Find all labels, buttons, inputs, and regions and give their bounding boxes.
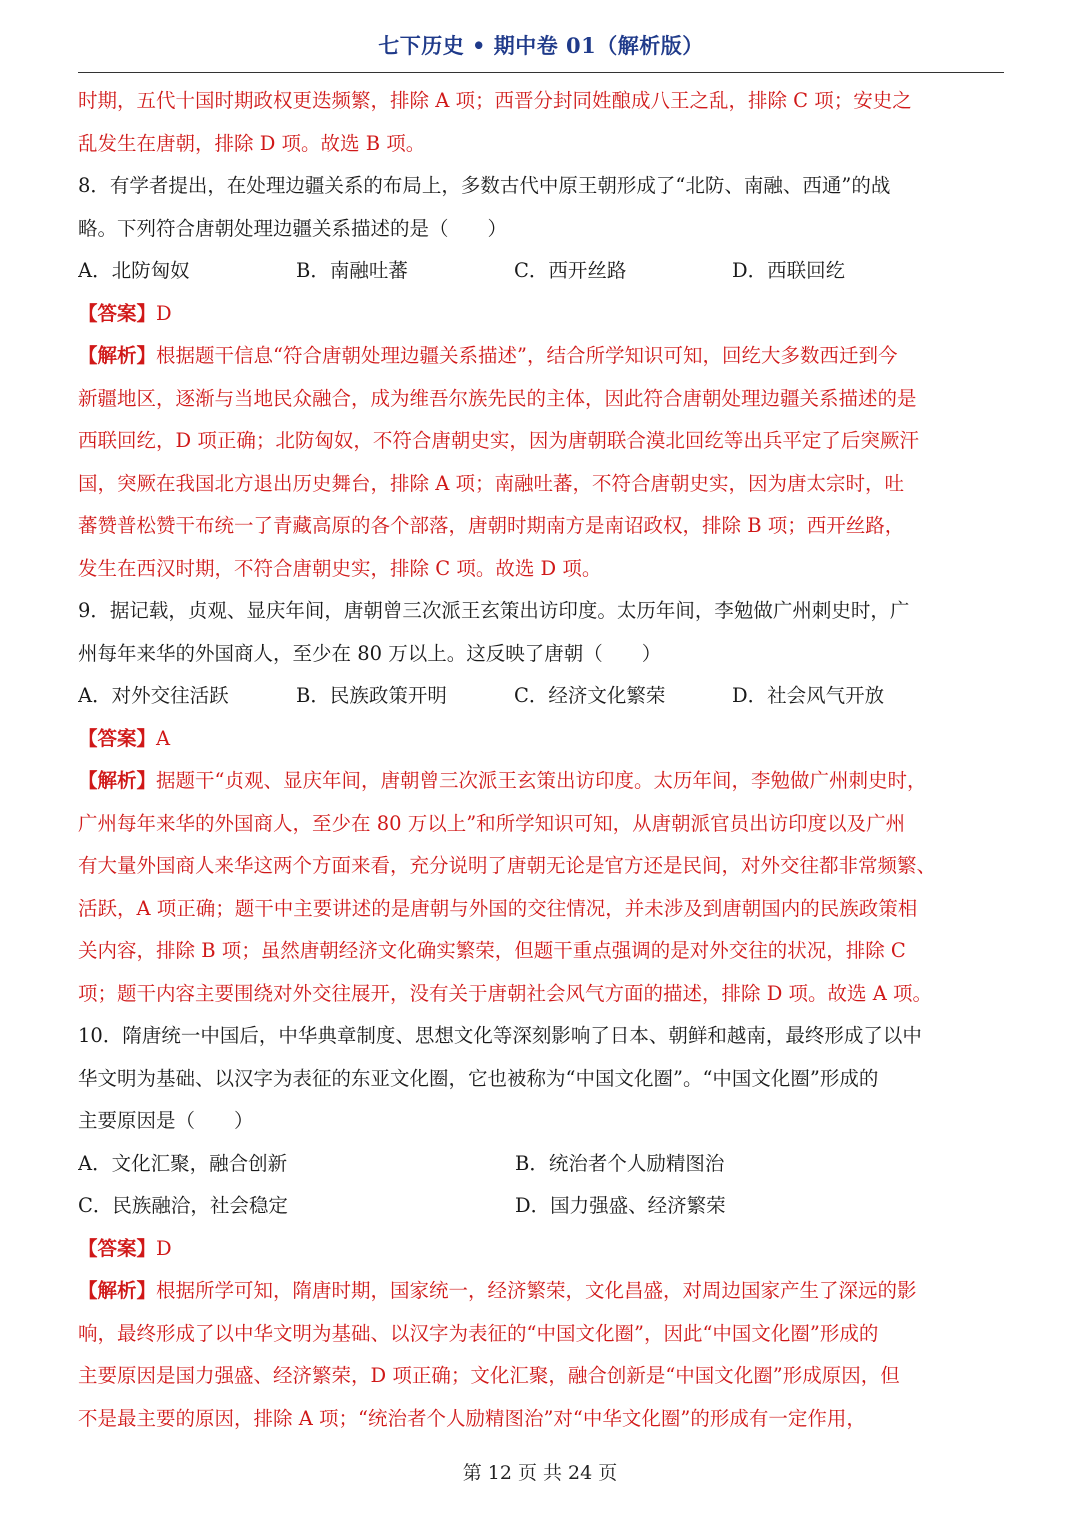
q8-stem-line: 略。下列符合唐朝处理边疆关系描述的是（ ） xyxy=(78,216,508,240)
page-header: 七下历史 • 期中卷 01（解析版） xyxy=(378,33,704,58)
q10-analysis-line: 主要原因是国力强盛、经济繁荣，D 项正确；文化汇聚，融合创新是“中国文化圈”形成原因，但 xyxy=(78,1364,900,1387)
analysis-tag: 【解析】 xyxy=(78,769,157,792)
q9-option-d: D．社会风气开放 xyxy=(732,684,885,707)
q9-stem-line: 9．据记载，贞观、显庆年间，唐朝曾三次派王玄策出访印度。太历年间，李勉做广州刺史时，广 xyxy=(78,599,910,622)
q8-analysis-line: 新疆地区，逐渐与当地民众融合，成为维吾尔族先民的主体，因此符合唐朝处理边疆关系描述的是 xyxy=(78,386,917,410)
q9-analysis-line: 关内容，排除 B 项；虽然唐朝经济文化确实繁荣，但题干重点强调的是对外交往的状况，排除 C xyxy=(78,939,906,962)
q8-analysis-line: 【解析】根据题干信息“符合唐朝处理边疆关系描述”，结合所学知识可知，回纥大多数西迁到今 xyxy=(78,344,898,367)
q8-answer-value: D xyxy=(156,301,172,325)
q10-option-a: A．文化汇聚，融合创新 xyxy=(78,1151,288,1175)
q10-analysis-line: 【解析】根据所学可知，隋唐时期，国家统一，经济繁荣，文化昌盛，对周边国家产生了深远的影 xyxy=(78,1279,917,1302)
q9-option-a: A．对外交往活跃 xyxy=(78,684,229,707)
header-rule xyxy=(78,72,1004,73)
q8-option-a: A．北防匈奴 xyxy=(78,259,190,282)
page-content xyxy=(78,80,1004,1440)
q8-option-c: C．西开丝路 xyxy=(514,259,627,282)
q8-answer xyxy=(78,293,1004,336)
q10-stem-line: 华文明为基础、以汉字为表征的东亚文化圈，它也被称为“中国文化圈”。“中国文化圈”形成的 xyxy=(78,1066,879,1090)
q10-answer-value: D xyxy=(156,1236,172,1260)
q8-analysis-line: 国，突厥在我国北方退出历史舞台，排除 A 项；南融吐蕃，不符合唐朝史实，因为唐太宗时，吐 xyxy=(78,471,904,495)
q9-analysis-line: 【解析】据题干“贞观、显庆年间，唐朝曾三次派王玄策出访印度。太历年间，李勉做广州刺史时， xyxy=(78,769,927,792)
q9-option-b: B．民族政策开明 xyxy=(296,684,447,707)
q9-analysis-line: 广州每年来华的外国商人，至少在 80 万以上”和所学知识可知，从唐朝派官员出访印度以及广州 xyxy=(78,811,906,835)
q10-stem-line: 10．隋唐统一中国后，中华典章制度、思想文化等深刻影响了日本、朝鲜和越南，最终形成了以中 xyxy=(78,1024,922,1047)
q9-analysis-line: 活跃，A 项正确；题干中主要讲述的是唐朝与外国的交往情况，并未涉及到唐朝国内的民族政策相 xyxy=(78,896,918,920)
q9-analysis-line: 项；题干内容主要围绕对外交往展开，没有关于唐朝社会风气方面的描述，排除 D 项。故选 A 项。 xyxy=(78,981,933,1005)
answer-tag: 【答案】 xyxy=(78,301,157,325)
q10-options-row xyxy=(78,1185,1004,1228)
q9-stem-line: 州每年来华的外国商人，至少在 80 万以上。这反映了唐朝（ ） xyxy=(78,641,662,665)
q9-answer-value: A xyxy=(156,726,171,750)
analysis-tag: 【解析】 xyxy=(78,1279,157,1302)
answer-tag: 【答案】 xyxy=(78,1236,157,1260)
q8-analysis-line: 蕃赞普松赞干布统一了青藏高原的各个部落，唐朝时期南方是南诏政权，排除 B 项；西开丝路， xyxy=(78,514,905,537)
q8-options xyxy=(78,250,1004,293)
analysis-tag: 【解析】 xyxy=(78,344,157,367)
q10-option-d: D．国力强盛、经济繁荣 xyxy=(515,1194,726,1217)
q9-option-c: C．经济文化繁荣 xyxy=(514,684,666,707)
q10-options-row xyxy=(78,1143,1004,1186)
q9-answer xyxy=(78,718,1004,761)
q10-answer xyxy=(78,1228,1004,1271)
q8-analysis-line: 西联回纥，D 项正确；北防匈奴，不符合唐朝史实，因为唐朝联合漠北回纥等出兵平定了后突厥汗 xyxy=(78,429,919,452)
q9-analysis-line: 有大量外国商人来华这两个方面来看，充分说明了唐朝无论是官方还是民间，对外交往都非常频繁、 xyxy=(78,854,937,877)
prev-analysis-line: 乱发生在唐朝，排除 D 项。故选 B 项。 xyxy=(78,131,426,155)
q10-analysis-line: 响，最终形成了以中华文明为基础、以汉字为表征的“中国文化圈”，因此“中国文化圈”形成的 xyxy=(78,1321,879,1345)
q8-stem-line: 8．有学者提出，在处理边疆关系的布局上，多数古代中原王朝形成了“北防、南融、西通”的战 xyxy=(78,174,891,197)
q8-option-b: B．南融吐蕃 xyxy=(296,259,408,282)
prev-analysis-line: 时期，五代十国时期政权更迭频繁，排除 A 项；西晋分封同姓酿成八王之乱，排除 C 项；安史之 xyxy=(78,89,912,112)
q8-analysis-line: 发生在西汉时期，不符合唐朝史实，排除 C 项。故选 D 项。 xyxy=(78,556,602,580)
q10-option-c: C．民族融洽，社会稳定 xyxy=(78,1194,288,1217)
page-number: 第 12 页 共 24 页 xyxy=(462,1462,618,1484)
q8-option-d: D．西联回纥 xyxy=(732,259,846,282)
q10-stem-line: 主要原因是（ ） xyxy=(78,1109,254,1132)
q10-analysis-line: 不是最主要的原因，排除 A 项；“统治者个人励精图治”对“中华文化圈”的形成有一定作用， xyxy=(78,1406,866,1430)
q9-options xyxy=(78,675,1004,718)
answer-tag: 【答案】 xyxy=(78,726,157,750)
q10-option-b: B．统治者个人励精图治 xyxy=(515,1151,725,1175)
